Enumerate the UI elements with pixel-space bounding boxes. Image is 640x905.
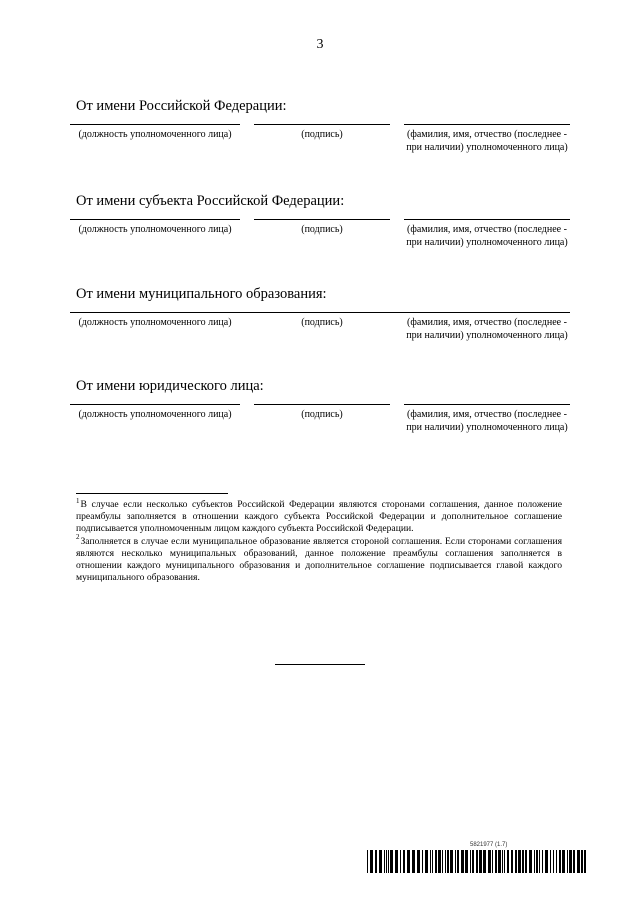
- signature-line: [254, 124, 390, 125]
- barcode-bar: [534, 850, 535, 873]
- footnote-text: В случае если несколько субъектов Российской Федерации являются сторонами соглашения, данное положение преамбулы заполняется в отношении каждого субъекта Российской Федерации и дополнительное соглашение подписывается уполномоченным лицом каждого субъекта Российской Федерации.: [76, 499, 562, 535]
- barcode-bar: [386, 850, 387, 873]
- barcode-bar: [390, 850, 393, 873]
- barcode-bar: [445, 850, 446, 873]
- signature-caption: (подпись): [301, 224, 343, 235]
- footnote-2: [76, 533, 562, 585]
- barcode-image: [367, 850, 589, 873]
- signature-line: [254, 219, 390, 220]
- barcode-bar: [442, 850, 443, 873]
- barcode-label: 5821977 (1.7): [470, 842, 508, 848]
- barcode-bar: [438, 850, 441, 873]
- end-of-document-line: [275, 664, 365, 665]
- barcode-bar: [584, 850, 586, 873]
- position-caption: (должность уполномоченного лица): [78, 129, 232, 140]
- barcode-bar: [476, 850, 478, 873]
- section-title: От имени Российской Федерации:: [76, 98, 287, 114]
- barcode-bar: [375, 850, 377, 873]
- section-title: От имени субъекта Российской Федерации:: [76, 193, 345, 209]
- footnote-separator: [76, 493, 228, 494]
- barcode-bar: [556, 850, 557, 873]
- barcode-bar: [559, 850, 561, 873]
- barcode-bar: [455, 850, 456, 873]
- barcode-bar: [457, 850, 459, 873]
- barcode-bar: [577, 850, 580, 873]
- barcode-bar: [447, 850, 449, 873]
- barcode-bar: [384, 850, 385, 873]
- barcode-bar: [430, 850, 431, 873]
- barcode-bar: [498, 850, 501, 873]
- signature-caption: (подпись): [301, 317, 343, 328]
- position-line: [70, 219, 240, 220]
- full-name-line: [404, 124, 570, 125]
- full-name-line: [404, 404, 570, 405]
- barcode-bar: [567, 850, 568, 873]
- footnote-mark: 2: [76, 533, 80, 542]
- full-name-caption: (фамилия, имя, отчество (последнее - при наличии) уполномоченного лица): [406, 409, 568, 433]
- barcode-bar: [502, 850, 503, 873]
- position-line: [70, 124, 240, 125]
- full-name-caption: (фамилия, имя, отчество (последнее - при наличии) уполномоченного лица): [406, 129, 568, 153]
- signature-row: [70, 312, 570, 362]
- full-name-caption: (фамилия, имя, отчество (последнее - при наличии) уполномоченного лица): [406, 224, 568, 248]
- section-title: От имени муниципального образования:: [76, 286, 327, 302]
- full-width-signature-line: [70, 312, 570, 313]
- signature-row: [70, 219, 570, 269]
- barcode-bar: [435, 850, 437, 873]
- barcode-bar: [461, 850, 464, 873]
- barcode-bar: [465, 850, 468, 873]
- barcode-bar: [488, 850, 491, 873]
- footnote-1: [76, 496, 562, 536]
- position-caption: (должность уполномоченного лица): [78, 409, 232, 420]
- barcode-bar: [395, 850, 398, 873]
- barcode-bar: [479, 850, 482, 873]
- barcode-bar: [450, 850, 453, 873]
- barcode: [367, 850, 589, 873]
- full-name-line: [404, 219, 570, 220]
- barcode-bar: [504, 850, 505, 873]
- barcode-bar: [472, 850, 474, 873]
- barcode-bar: [379, 850, 382, 873]
- barcode-bar: [470, 850, 471, 873]
- page-number: 3: [316, 37, 324, 52]
- barcode-bar: [525, 850, 527, 873]
- barcode-bar: [422, 850, 423, 873]
- barcode-bar: [417, 850, 420, 873]
- signature-section-federation: [70, 97, 570, 174]
- barcode-bar: [536, 850, 538, 873]
- signature-line: [254, 404, 390, 405]
- barcode-bar: [550, 850, 551, 873]
- barcode-bar: [522, 850, 524, 873]
- barcode-bar: [403, 850, 405, 873]
- footnotes: [76, 496, 562, 584]
- barcode-bar: [581, 850, 583, 873]
- barcode-bar: [412, 850, 415, 873]
- barcode-bar: [495, 850, 497, 873]
- section-title: От имени юридического лица:: [76, 378, 264, 394]
- signature-section-municipality: [70, 285, 570, 362]
- signature-section-legal-entity: [70, 377, 570, 454]
- barcode-bar: [542, 850, 543, 873]
- footnote-text: Заполняется в случае если муниципальное образование является стороной соглашения. Если сторонами соглашения являются несколько муниципальных образований, данное положение преамбулы соглашения заполняется в отношении каждого муниципального образования и дополнительное соглашение подписывается главой каждого муниципального образования.: [76, 535, 562, 584]
- barcode-bar: [388, 850, 389, 873]
- barcode-bar: [545, 850, 548, 873]
- position-caption: (должность уполномоченного лица): [78, 224, 232, 235]
- signature-row: [70, 124, 570, 174]
- signature-row: [70, 404, 570, 454]
- barcode-bar: [425, 850, 428, 873]
- signature-section-subject: [70, 192, 570, 269]
- barcode-bar: [573, 850, 575, 873]
- barcode-bar: [483, 850, 486, 873]
- barcode-bar: [539, 850, 540, 873]
- barcode-bar: [515, 850, 517, 873]
- barcode-bar: [367, 850, 368, 873]
- barcode-bar: [511, 850, 513, 873]
- position-caption: (должность уполномоченного лица): [78, 317, 232, 328]
- barcode-bar: [492, 850, 493, 873]
- barcode-bar: [407, 850, 410, 873]
- barcode-bar: [432, 850, 433, 873]
- barcode-bar: [553, 850, 554, 873]
- barcode-bar: [562, 850, 565, 873]
- barcode-bar: [370, 850, 373, 873]
- barcode-bar: [507, 850, 509, 873]
- position-line: [70, 404, 240, 405]
- barcode-bar: [529, 850, 532, 873]
- signature-caption: (подпись): [301, 129, 343, 140]
- barcode-bar: [569, 850, 572, 873]
- barcode-bar: [400, 850, 401, 873]
- signature-caption: (подпись): [301, 409, 343, 420]
- footnote-mark: 1: [76, 496, 80, 505]
- barcode-bar: [518, 850, 521, 873]
- full-name-caption: (фамилия, имя, отчество (последнее - при наличии) уполномоченного лица): [406, 317, 568, 341]
